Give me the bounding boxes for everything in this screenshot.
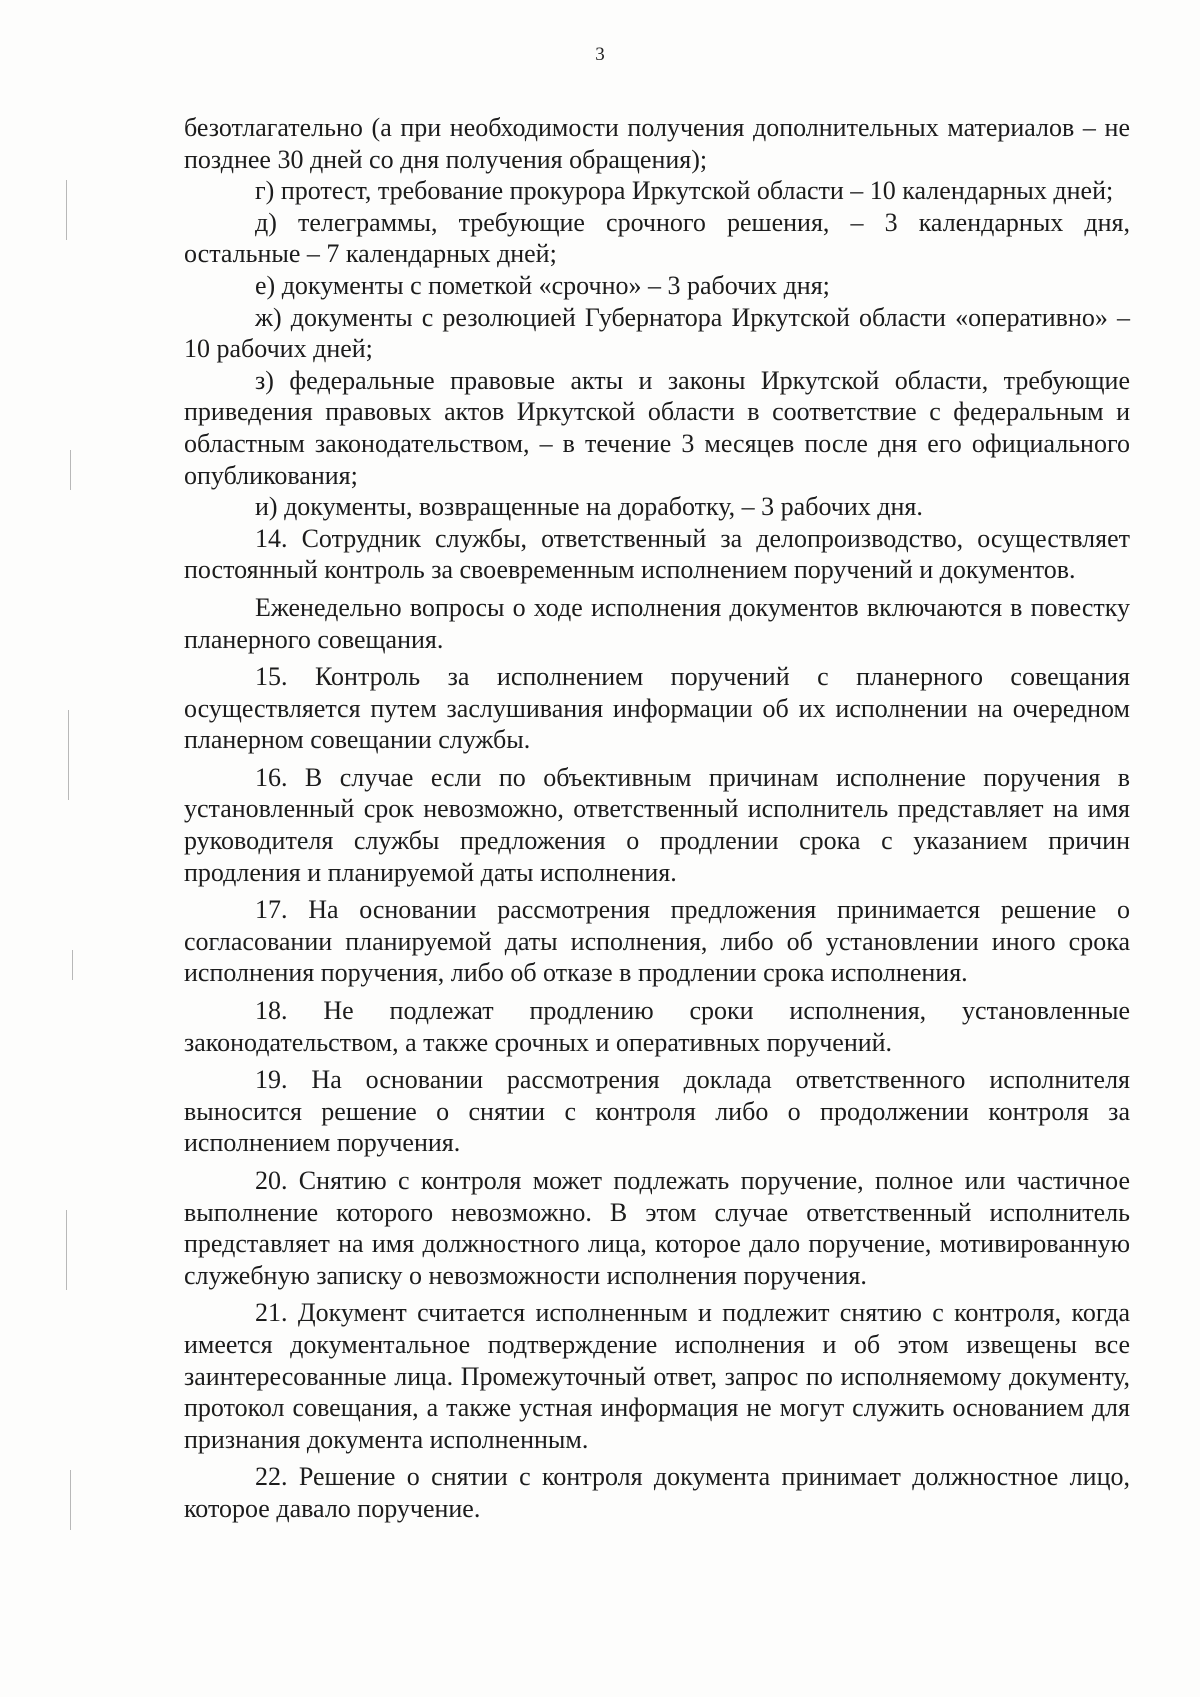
list-item-e: е) документы с пометкой «срочно» – 3 рабочих дня; — [255, 270, 830, 300]
clause-21: 21. Документ считается исполненным и подлежит снятию с контроля, когда имеется документальное подтверждение исполнения и об этом извещены все заинтересованные лица. Промежуточный ответ, запрос по исполняемому документу, протокол совещания, а также устная информация не могут служить основанием для признания документа исполненным. — [184, 1298, 1130, 1454]
list-item-z: з) федеральные правовые акты и законы Иркутской области, требующие приведения правовых актов Иркутской области в соответствие с федеральным и областным законодательством, – в течение 3 месяцев после дня его официального опубликования; — [184, 365, 1130, 490]
scan-artifacts — [56, 150, 86, 1600]
list-item-zh: ж) документы с резолюцией Губернатора Иркутской области «оперативно» – 10 рабочих дней; — [184, 302, 1130, 364]
clause-15: 15. Контроль за исполнением поручений с планерного совещания осуществляется путем заслушивания информации об их исполнении на очередном планерном совещании службы. — [184, 662, 1130, 755]
list-item-g: г) протест, требование прокурора Иркутской области – 10 календарных дней; — [255, 176, 1114, 206]
clause-22: 22. Решение о снятии с контроля документа принимает должностное лицо, которое давало поручение. — [184, 1462, 1130, 1523]
clause-19: 19. На основании рассмотрения доклада ответственного исполнителя выносится решение о снятии с контроля либо о продолжении контроля за исполнением поручения. — [184, 1065, 1130, 1158]
clause-18: 18. Не подлежат продлению сроки исполнения, установленные законодательством, а также срочных и оперативных поручений. — [184, 996, 1130, 1057]
list-item-i: и) документы, возвращенные на доработку, – 3 рабочих дня. — [255, 492, 923, 522]
clause-14-weekly: Еженедельно вопросы о ходе исполнения документов включаются в повестку планерного совещания. — [184, 592, 1130, 654]
paragraph-continuation: безотлагательно (а при необходимости получения дополнительных материалов – не позднее 30 дней со дня получения обращения); — [184, 113, 1130, 174]
clause-16: 16. В случае если по объективным причинам исполнение поручения в установленный срок невозможно, ответственный исполнитель представляет на имя руководителя службы предложения о продлении срока с указанием причин продления и планируемой даты исполнения. — [184, 762, 1130, 887]
clause-20: 20. Снятию с контроля может подлежать поручение, полное или частичное выполнение которого невозможно. В этом случае ответственный исполнитель представляет на имя должностного лица, которое дало поручение, мотивированную служебную записку о невозможности исполнения поручения. — [184, 1166, 1130, 1290]
page-number: 3 — [595, 44, 605, 65]
document-body — [184, 112, 1130, 1525]
clause-14: 14. Сотрудник службы, ответственный за делопроизводство, осуществляет постоянный контроль за своевременным исполнением поручений и документов. — [184, 523, 1130, 585]
list-item-d: д) телеграммы, требующие срочного решения, – 3 календарных дня, остальные – 7 календарных дней; — [184, 207, 1130, 269]
clause-17: 17. На основании рассмотрения предложения принимается решение о согласовании планируемой даты исполнения, либо об установлении иного срока исполнения поручения, либо об отказе в продлении срока исполнения. — [184, 895, 1130, 988]
